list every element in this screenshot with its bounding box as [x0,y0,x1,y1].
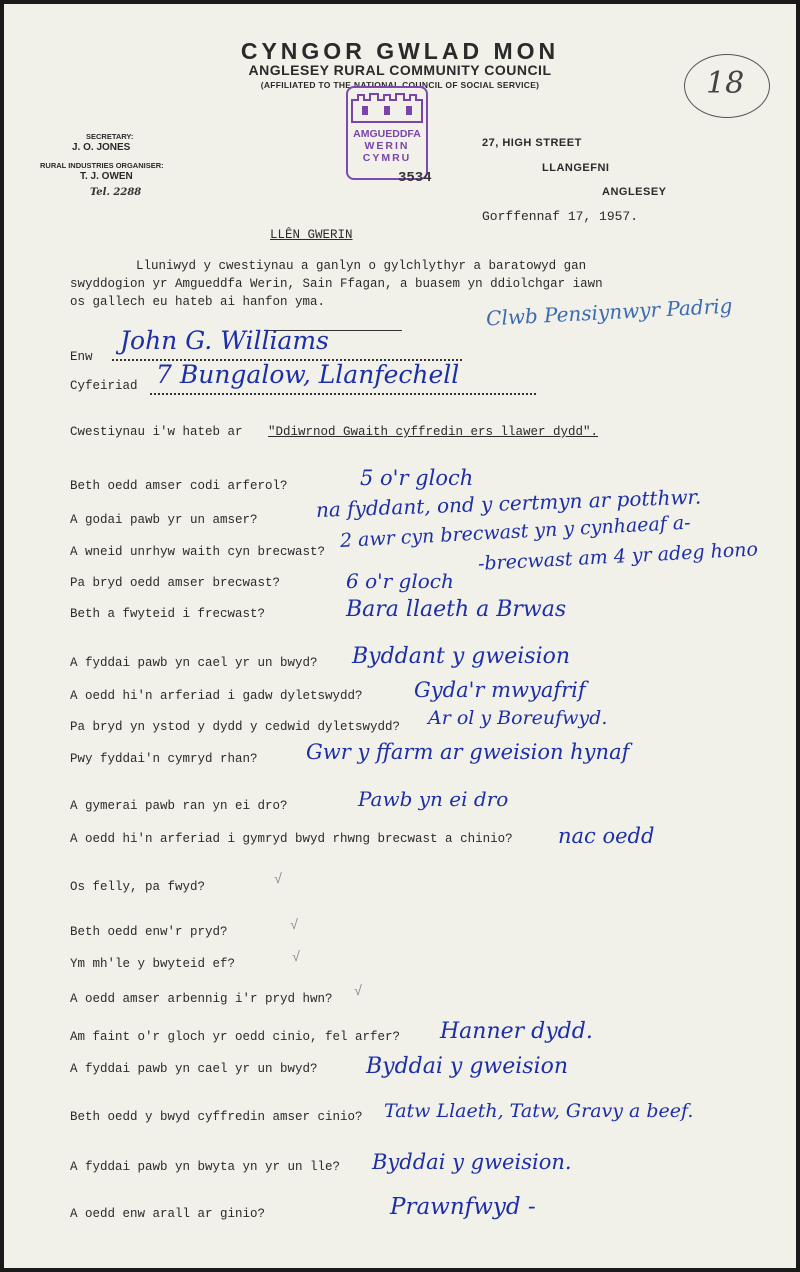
intro-line-2: swyddogion yr Amgueddfa Werin, Sain Ffagan, a buasem yn ddiolchgar iawn [70,277,603,291]
address-town: LLANGEFNI [542,162,610,174]
question-18: Beth oedd y bwyd cyffredin amser cinio? [70,1110,363,1124]
answer-18: Tatw Llaeth, Tatw, Gravy a beef. [384,1100,694,1122]
castle-icon [348,90,426,124]
intro-line-1: Lluniwyd y cwestiynau a ganlyn o gylchlythyr a baratowyd gan [136,259,587,273]
answer-8: Ar ol y Boreufwyd. [428,707,608,729]
heading: LLÊN GWERIN [270,228,353,242]
affiliation: (AFFILIATED TO THE NATIONAL COUNCIL OF SOCIAL SERVICE) [260,80,540,90]
answer-5: Bara llaeth a Brwas [346,597,567,622]
answer-16: Hanner dydd. [440,1019,593,1044]
name-label: Enw [70,350,93,364]
club-note: Clwb Pensiynwyr Padrig [485,293,733,331]
question-16: Am faint o'r gloch yr oedd cinio, fel arfer? [70,1030,401,1044]
question-1: Beth oedd amser codi arferol? [70,479,288,493]
answer-6: Byddant y gweision [352,644,571,669]
tick-mark: √ [292,950,301,966]
organiser-name: T. J. OWEN [80,171,133,182]
answer-19: Byddai y gweision. [372,1150,572,1174]
secretary-name: J. O. JONES [72,142,131,153]
address-county: ANGLESEY [602,186,667,198]
telephone: Tel. 2288 [90,187,142,198]
question-11: A oedd hi'n arferiad i gymryd bwyd rhwng brecwast a chinio? [70,832,513,846]
question-10: A gymerai pawb ran yn ei dro? [70,799,288,813]
question-7: A oedd hi'n arferiad i gadw dyletswydd? [70,689,363,703]
tick-mark: √ [274,872,283,888]
accession-number: 3534 [398,170,432,186]
topic-prefix: Cwestiynau i'w hateb ar [70,425,243,439]
question-14: Ym mh'le y bwyteid ef? [70,957,236,971]
answer-9: Gwr y ffarm ar gweision hynaf [306,740,630,764]
topic: "Ddiwrnod Gwaith cyffredin ers llawer dydd". [268,425,599,439]
address-value: 7 Bungalow, Llanfechell [156,360,460,389]
stamp-line3: CYMRU [362,152,412,164]
answer-4: 6 o'r gloch [346,569,454,593]
question-15: A oedd amser arbennig i'r pryd hwn? [70,992,333,1006]
answer-11: nac oedd [558,824,655,848]
tick-mark: √ [354,984,363,1000]
organiser-label: RURAL INDUSTRIES ORGANISER: [40,161,164,170]
answer-10: Pawb yn ei dro [358,787,509,811]
intro-line-3: os gallech eu hateb ai hanfon yma. [70,295,326,309]
stamp-line1: AMGUEDDFA [353,128,421,140]
question-20: A oedd enw arall ar ginio? [70,1207,266,1221]
council-name: ANGLESEY RURAL COMMUNITY COUNCIL [248,62,552,78]
question-17: A fyddai pawb yn cael yr un bwyd? [70,1062,318,1076]
page-number: 18 [706,66,745,101]
question-9: Pwy fyddai'n cymryd rhan? [70,752,258,766]
letter-date: Gorffennaf 17, 1957. [482,209,639,224]
answer-2: na fyddant, ond y certmyn ar potthwr. [315,484,702,522]
secretary-label: SECRETARY: [86,132,134,141]
answer-7: Gyda'r mwyafrif [414,678,586,702]
question-13: Beth oedd enw'r pryd? [70,925,228,939]
answer-1: 5 o'r gloch [360,466,474,490]
document-page [4,4,796,1268]
answer-3: 2 awr cyn brecwast yn y cynhaeaf a- [339,511,692,552]
stamp-line2: WERIN [364,140,410,152]
address-label: Cyfeiriad [70,379,138,393]
tick-mark: √ [290,918,299,934]
name-value: John G. Williams [120,326,329,355]
answer-20: Prawnfwyd - [390,1194,536,1220]
org-name: CYNGOR GWLAD MON [240,38,560,64]
question-5: Beth a fwyteid i frecwast? [70,607,266,621]
question-2: A godai pawb yr un amser? [70,513,258,527]
answer-17: Byddai y gweision [366,1054,569,1079]
question-8: Pa bryd yn ystod y dydd y cedwid dyletswydd? [70,720,401,734]
museum-stamp [346,86,428,180]
question-4: Pa bryd oedd amser brecwast? [70,576,281,590]
question-3: A wneid unrhyw waith cyn brecwast? [70,545,326,559]
question-12: Os felly, pa fwyd? [70,880,206,894]
address-street: 27, HIGH STREET [482,137,582,149]
question-19: A fyddai pawb yn bwyta yn yr un lle? [70,1160,341,1174]
question-6: A fyddai pawb yn cael yr un bwyd? [70,656,318,670]
answer-3-continued: -brecwast am 4 yr adeg hono [477,538,759,575]
